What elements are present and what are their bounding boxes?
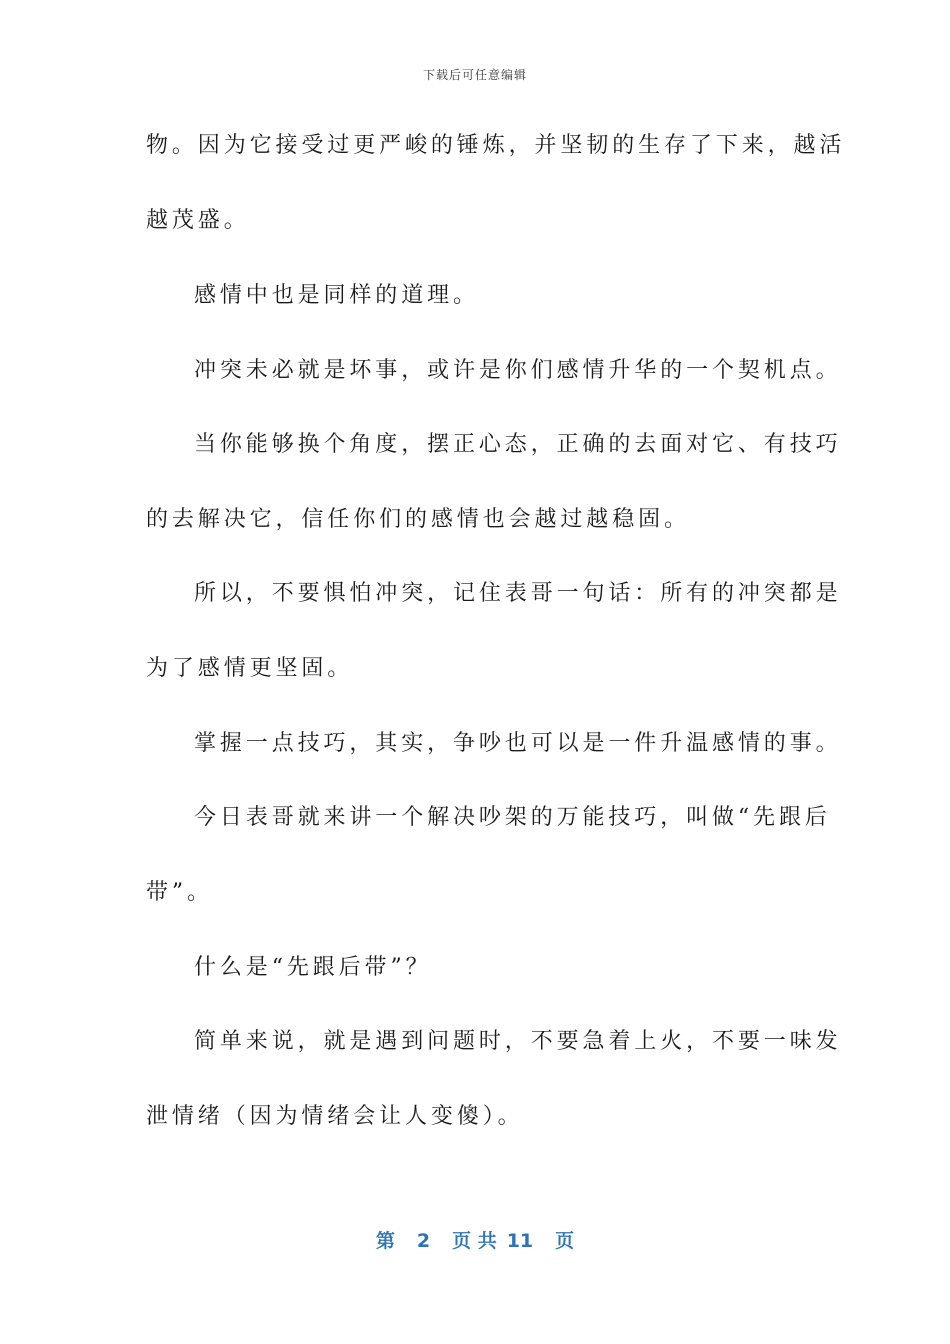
- footer-prefix: 第: [375, 1230, 395, 1252]
- current-page-number: 2: [416, 1230, 431, 1252]
- text-line: 今日表哥就来讲一个解决吵架的万能技巧，叫做“先跟后: [194, 805, 831, 830]
- text-line: 当你能够换个角度，摆正心态，正确的去面对它、有技巧: [194, 432, 842, 457]
- text-line: 什么是“先跟后带”？: [194, 955, 432, 980]
- text-line: 冲突未必就是坏事，或许是你们感情升华的一个契机点。: [194, 358, 842, 383]
- text-line: 感情中也是同样的道理。: [194, 283, 479, 308]
- footer-suffix: 页: [555, 1230, 575, 1252]
- footer-middle: 页 共: [452, 1230, 497, 1252]
- text-line: 越茂盛。: [146, 208, 250, 233]
- text-line: 掌握一点技巧，其实，争吵也可以是一件升温感情的事。: [194, 731, 842, 756]
- text-line: 带”。: [146, 880, 213, 905]
- page-header: 下载后可任意编辑: [422, 68, 527, 82]
- text-line: 为了感情更坚固。: [146, 656, 354, 681]
- text-line: 物。因为它接受过更严峻的锤炼，并坚韧的生存了下来，越活: [146, 133, 846, 158]
- text-line: 的去解决它，信任你们的感情也会越过越稳固。: [146, 507, 690, 532]
- text-line: 泄情绪（因为情绪会让人变傻）。: [146, 1104, 524, 1129]
- text-line: 所以，不要惧怕冲突，记住表哥一句话：所有的冲突都是: [194, 581, 842, 606]
- page-footer: [0, 1226, 950, 1253]
- text-line: 简单来说，就是遇到问题时，不要急着上火，不要一味发: [194, 1029, 842, 1054]
- total-pages-number: 11: [506, 1230, 534, 1252]
